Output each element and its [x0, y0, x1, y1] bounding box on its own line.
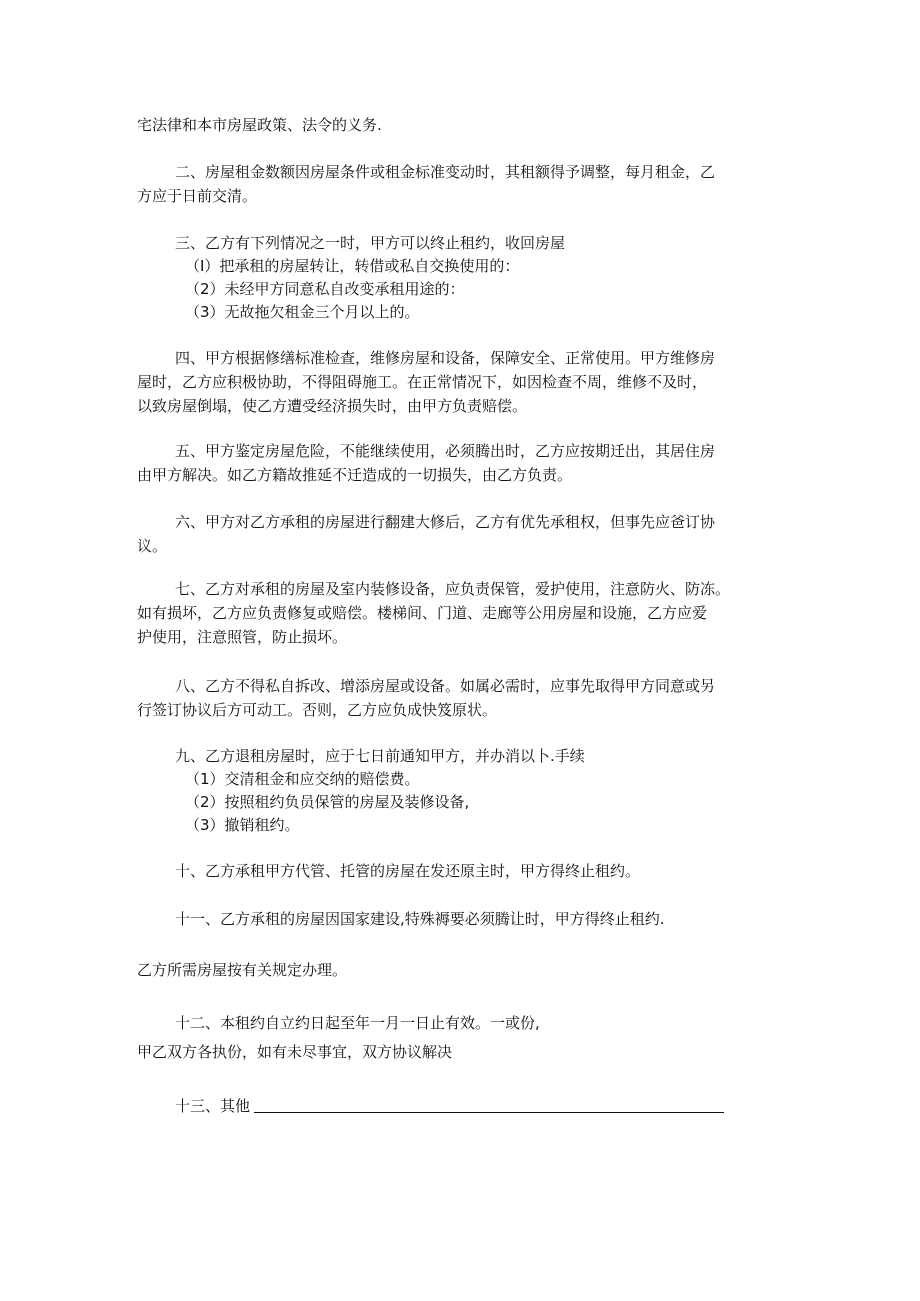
paragraph-line: 四、甲方根据修缮标准检查，维修房屋和设备，保障安全、正常使用。甲方维修房 — [175, 349, 716, 367]
list-item: （2）按照租约负员保管的房屋及装修设备, — [185, 793, 470, 811]
paragraph-line: 护使用，注意照管，防止损坏。 — [137, 628, 348, 646]
paragraph-line: 五、甲方鉴定房屋危险，不能继续使用，必须腾出时，乙方应按期迁出，其居住房 — [175, 442, 716, 460]
list-item: （3）无故拖欠租金三个月以上的。 — [185, 303, 420, 321]
list-item: （I）把承租的房屋转让，转借或私自交换使用的： — [185, 257, 520, 275]
paragraph-line: 六、甲方对乙方承租的房屋进行翻建大修后，乙方有优先承租权，但事先应爸订协 — [175, 513, 716, 531]
paragraph-line: 九、乙方退租房屋时，应于七日前通知甲方，并办消以卜.手续 — [175, 747, 585, 765]
paragraph-line: 行签订协议后方可动工。否则，乙方应负成快笈原状。 — [137, 701, 498, 719]
paragraph-line: 由甲方解决。如乙方籍故推延不迁造成的一切损失，由乙方负责。 — [137, 466, 573, 484]
other-terms-line — [0, 1094, 920, 1118]
list-item: （3）撤销租约。 — [185, 816, 300, 834]
paragraph-line: 七、乙方对承租的房屋及室内装修设备，应负责保管，爱护使用，注意防火、防冻。 — [175, 580, 731, 598]
paragraph-line: 二、房屋租金数额因房屋条件或租金标准变动时，其租额得予调整，每月租金，乙 — [175, 163, 716, 181]
paragraph-line: 如有损坏，乙方应负责修复或赔偿。楼梯间、门道、走廊等公用房屋和设施，乙方应爱 — [137, 604, 708, 622]
list-item: （1）交清租金和应交纳的赔偿费。 — [185, 770, 420, 788]
paragraph-line: 三、乙方有下列情况之一时，甲方可以终止租约，收回房屋 — [175, 234, 566, 252]
paragraph-line: 十二、本租约自立约日起至年一月一日止有效。一或份, — [175, 1014, 540, 1032]
paragraph-line: 八、乙方不得私自拆改、增添房屋或设备。如属必需时，应事先取得甲方同意或另 — [175, 677, 716, 695]
list-item: （2）未经甲方同意私自改变承租用途的： — [185, 280, 465, 298]
paragraph-line: 十一、乙方承租的房屋因国家建设,特殊褥要必须腾让时，甲方得终止租约. — [175, 910, 665, 928]
paragraph-line: 宅法律和本市房屋政策、法令的义务. — [137, 116, 382, 134]
paragraph-line: 乙方所需房屋按有关规定办理。 — [137, 961, 348, 979]
paragraph-line: 议。 — [137, 537, 168, 555]
paragraph-line: 屋时，乙方应积极协助，不得阻碍施工。在正常情况下，如因检查不周，维修不及时， — [137, 373, 708, 391]
paragraph-line: 以致房屋倒塌，使乙方遭受经济损失时，由甲方负责赔偿。 — [137, 397, 528, 415]
paragraph-line: 十、乙方承租甲方代管、托管的房屋在发还原主时，甲方得终止租约。 — [175, 862, 641, 880]
paragraph-line: 方应于日前交清。 — [137, 187, 258, 205]
other-terms-label: 十三、其他 — [175, 1097, 251, 1115]
fill-in-blank-line — [254, 1098, 724, 1113]
paragraph-line: 甲乙双方各执份，如有未尽事宜，双方协议解决 — [137, 1043, 453, 1061]
